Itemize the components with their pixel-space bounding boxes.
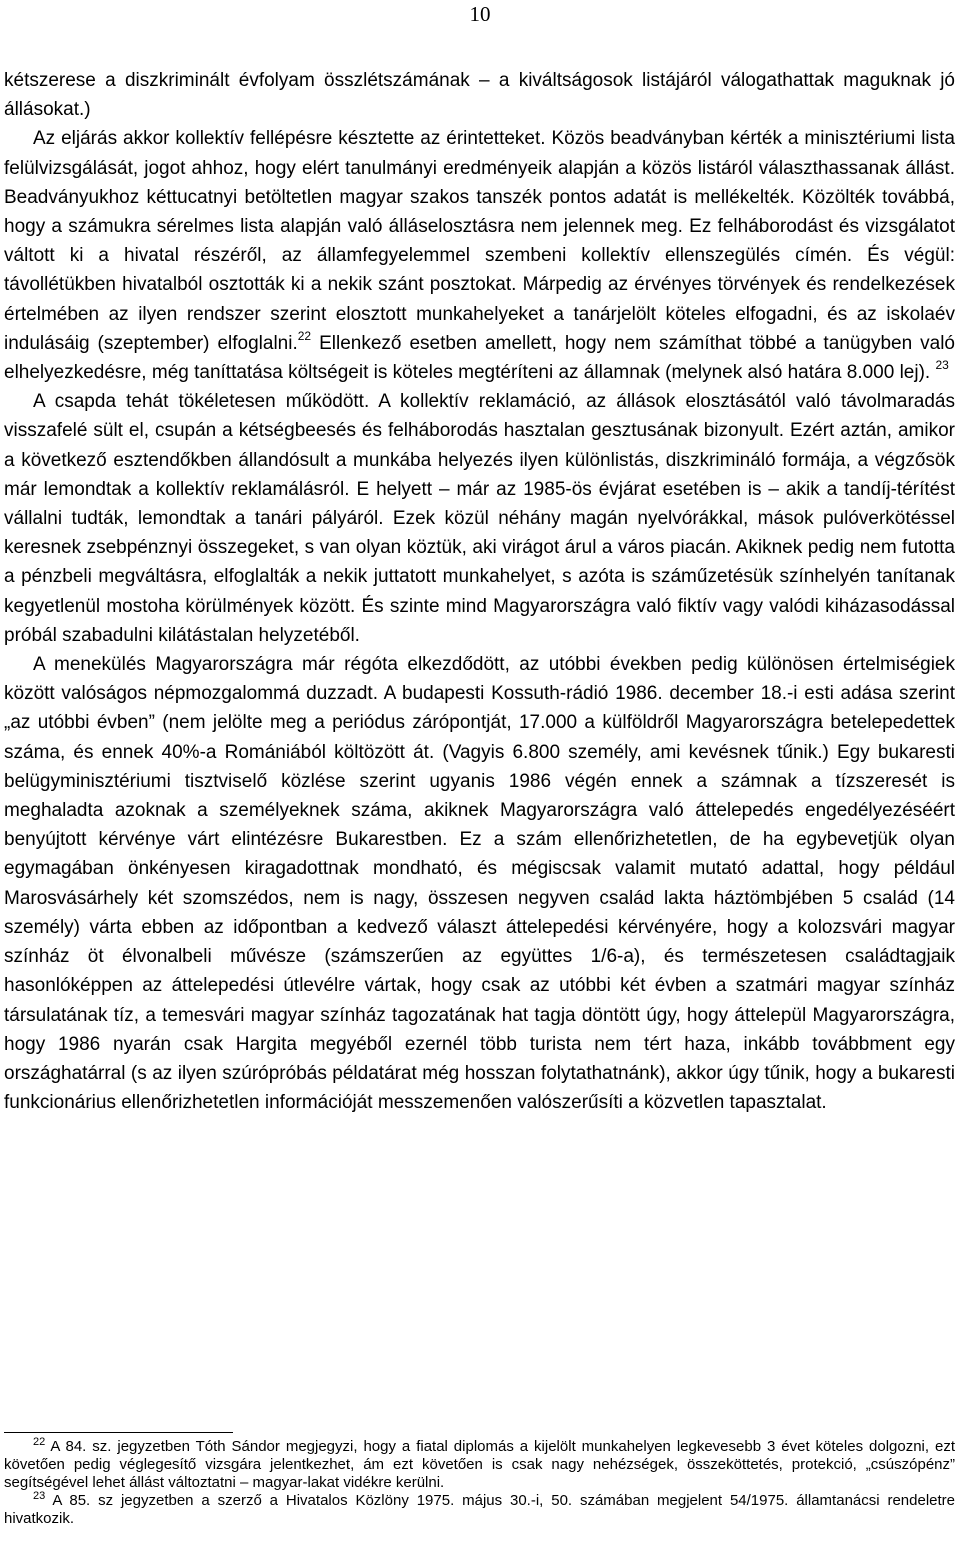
footnote-number: 22 (33, 1436, 46, 1448)
paragraph: kétszerese a diszkriminált évfolyam összlétszámának – a kiváltságosok listájáról válogathattak maguknak jó állásokat.) (4, 70, 955, 121)
page-number: 10 (469, 2, 491, 26)
footnote-separator (4, 1432, 233, 1433)
footnote-ref-23: 23 (935, 358, 949, 373)
paragraph: A menekülés Magyarországra már régóta elkezdődött, az utóbbi években pedig különösen értelmiségiek között valóságos népmozgalommá duzzadt. A budapesti Kossuth-rádió 1986. december 18.-i esti adása szerint „az utóbbi évben” (nem jelölte meg a periódus zárópontját, 17.000 a külföldről Magyarországra betelepedettek száma, és ennek 40%-a Romániából költözött át. (Vagyis 6.800 személy, ami kevésnek tűnik.) Egy bukaresti belügyminisztériumi tisztviselő közlése szerint ugyanis 1986 végén ennek a számnak a tízszeresét is meghaladta azoknak a személyeknek száma, akiknek Magyarországra való áttelepedés engedélyezéséért benyújtott kérvénye várt elintézésre Bukarestben. Ez a szám ellenőrizhetetlen, de ha egybevetjük olyan egymagában önkényesen kiragadottnak mondható, és mégiscsak valamit mutató adattal, hogy például Marosvásárhely két szomszédos, nem is nagy, összesen negyven család lakta háztömbjében 5 család (14 személy) várta ebben az időpontban a kedvező választ áttelepedési kérvényére, hogy a kolozsvári magyar színház öt élvonalbeli művésze (számszerűen az együttes 1/6-a), és természetesen családtagjaik hasonlóképpen az áttelepedési útlevélre vártak, hogy csak az utóbbi két évben a szatmári magyar színház társulatának tíz, a temesvári magyar színház tagozatának hat tagja döntött úgy, hogy áttelepül Magyarországra, hogy 1986 nyarán csak Hargita megyéből ezernél több turista nem tért haza, inkább továbbment egy országhatárral (s az ilyen szúrópróbás példatárat még hosszan folytathatnánk), akkor úgy tűnik, hogy a bukaresti funkcionárius ellenőrizhetetlen információját messzemenően valószerűsíti a közvetlen tapasztalat. (4, 654, 955, 1114)
paragraph-text: Ellenkező esetben amellett, hogy nem számíthat többé a tanügyben való elhelyezkedésre, még taníttatása költségeit is köteles megtéríteni az államnak (melynek alsó határa 8.000 lej). (4, 332, 955, 384)
paragraph: A csapda tehát tökéletesen működött. A kollektív reklamáció, az állások elosztásától való távolmaradás visszafelé sült el, csupán a kétségbeesés és felháborodás hasztalan gesztusának bizonyult. Ezért aztán, amikor a következő esztendőkben állandósult a munkába helyezés ilyen különlistás, diszkrimináló formája, a végzősök már lemondtak a kollektív reklamálásról. E helyett – már az 1985-ös évjárat esetében is – akik a tandíj-térítést vállalni tudták, lemondtak a tanári pályáról. Ezek közül néhány magán nyelvórákkal, mások pulóverkötéssel keresnek zsebpénznyi összegeket, s van olyan köztük, aki virágot árul a város piacán. Akiknek pedig nem futotta a pénzbeli megváltásra, elfoglalták a nekik juttatott munkahelyet, s azóta is száműzetésük színhelyén tanítanak kegyetlenül mostoha körülmények között. És szinte mind Magyarországra való fiktív vagy valódi kiházasodással próbál szabadulni kilátástalan helyzetéből. (4, 391, 955, 646)
footnote-23 (4, 1492, 955, 1528)
footnote-ref-22: 22 (297, 328, 312, 343)
footnotes (4, 1438, 955, 1528)
paragraph-text: Az eljárás akkor kollektív fellépésre késztette az érintetteket. Közös beadványban kérték a minisztériumi lista felülvizsgálását, jogot ahhoz, hogy elért tanulmányi eredményeik alapján a közös listáról választhassanak állást. Beadványukhoz kéttucatnyi betöltetlen magyar szakos tanszék pontos adatát is mellékelték. Közölték továbbá, hogy a számukra sérelmes lista alapján való álláselosztásra nem jelennek meg. Ez felháborodást és vizsgálatot váltott ki a hivatal részéről, az államfegyelemmel szembeni kollektív ellenszegülés címén. És végül: távollétükben hivatalból osztották ki a nekik szánt posztokat. Márpedig az érvényes törvények és rendelkezések értelmében az ilyen rendszer szerint elosztott munkahelyeket a tanárjelölt köteles elfogadni, és az iskolaév indulásáig (szeptember) elfoglalni. (4, 128, 955, 354)
footnote-22 (4, 1438, 955, 1492)
main-text (4, 66, 955, 1117)
footnote-text: A 85. sz jegyzetben a szerző a Hivatalos Közlöny 1975. május 30.-i, 50. számában megjelent 54/1975. államtanácsi rendeletre hivatkozik. (4, 1492, 956, 1527)
paragraph (4, 124, 955, 387)
footnote-text: A 84. sz. jegyzetben Tóth Sándor megjegyzi, hogy a fiatal diplomás a kijelölt munkahelyen legkevesebb 3 évet köteles dolgozni, ezt követően pedig véglegesítő vizsgára jelentkezhet, ám ezt követően is csak nagy nehézségek, összeköttetés, protekció, „csúszópénz” segítségével lehet állást változtatni – magyar-lakat vidékre kerülni. (4, 1438, 955, 1491)
footnote-number: 23 (33, 1490, 46, 1502)
